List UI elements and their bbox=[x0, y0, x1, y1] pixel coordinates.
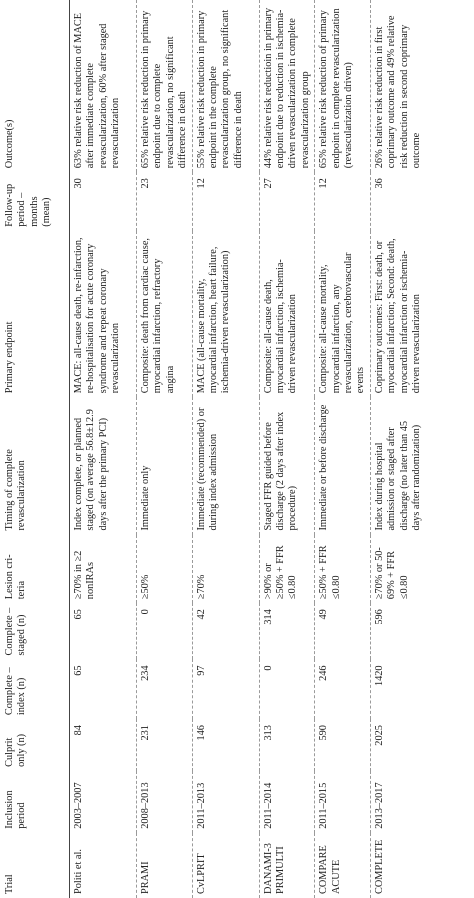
table-row bbox=[192, 0, 259, 898]
cell-complete-staged: 65 bbox=[73, 609, 84, 620]
cell-inclusion-period: 2011–2014 bbox=[262, 782, 274, 829]
cell-lesion-criteria: ≥50% bbox=[140, 574, 151, 600]
cell-trial: CvLPRIT bbox=[195, 853, 207, 894]
cell-complete-index: 65 bbox=[73, 665, 84, 676]
header-trial: Trial bbox=[4, 874, 15, 894]
table-row bbox=[70, 0, 137, 898]
cell-inclusion-period: 2013–2017 bbox=[373, 782, 385, 829]
cell-outcomes: 65% relative risk reduction in primary endpoint due to complete revascularization, no significant difference in death bbox=[140, 10, 189, 169]
cell-complete-index: 234 bbox=[140, 665, 151, 681]
cell-primary-endpoint: Composite: all-cause mortality, myocardial infarction, any revascularization, cerebrovascular events bbox=[318, 252, 367, 394]
cell-primary-endpoint: MACE (all-cause mortality, myocardial infarction, heart failure, ischemia-driven revascularization) bbox=[195, 246, 232, 394]
table-row bbox=[315, 0, 371, 898]
cell-lesion-criteria: ≥70% in ≥2 nonIRAs bbox=[73, 550, 97, 600]
cell-outcomes: 55% relative risk reduction in primary endpoint in the complete revascularization group, no significant difference in death bbox=[195, 9, 244, 169]
cell-primary-endpoint: Composite: all-cause death, myocardial infarction, ischemia-driven revascularization bbox=[262, 259, 299, 394]
cell-timing: Index during hospital admission or staged after discharge (no later than 45 days after randomization) bbox=[373, 420, 423, 531]
cell-primary-endpoint: Composite: death from cardiac cause, myocardial infarction, refractory angina bbox=[140, 238, 176, 394]
cell-complete-index: 246 bbox=[318, 665, 330, 681]
cell-lesion-criteria: >90% or ≥50% + FFR ≤0.80 bbox=[262, 545, 299, 600]
cell-outcomes: 65% relative risk reduction of primary endpoint in complete revascularization (revascularization driven) bbox=[318, 8, 355, 169]
table-row bbox=[259, 0, 315, 898]
cell-complete-staged: 596 bbox=[373, 609, 385, 625]
table-row bbox=[137, 0, 193, 898]
cell-timing: Immediate (recommended) or during index admission bbox=[195, 407, 220, 531]
cell-culprit-only: 590 bbox=[318, 725, 330, 741]
cell-complete-staged: 42 bbox=[195, 609, 207, 620]
cell-lesion-criteria: ≥70% bbox=[195, 574, 207, 600]
cell-follow-up: 27 bbox=[262, 178, 274, 189]
cell-trial: DANAMI-3 PRIMULTI bbox=[262, 843, 287, 894]
cell-follow-up: 12 bbox=[318, 178, 330, 189]
header-lesion-criteria: Lesion cri-teria bbox=[4, 554, 28, 600]
header-complete-staged: Complete – staged (n) bbox=[4, 607, 28, 656]
cell-outcomes: 44% relative risk reductioin in primary endpoint due to reduction in ischemia-driven revascularization in complete revascularization group bbox=[262, 7, 311, 169]
header-timing: Timing of complete revascularization bbox=[4, 449, 28, 531]
cell-complete-staged: 49 bbox=[318, 609, 330, 620]
cell-timing: Index complete, or planned staged (on average 56.8±12.9 days after the primary PCI) bbox=[73, 409, 109, 531]
cell-timing: Immediate or before discharge bbox=[318, 404, 330, 531]
cell-culprit-only: 2025 bbox=[373, 725, 385, 746]
cell-culprit-only: 231 bbox=[140, 725, 151, 741]
header-culprit-only: Culprit only (n) bbox=[4, 733, 28, 767]
cell-complete-staged: 314 bbox=[262, 609, 274, 625]
cell-culprit-only: 146 bbox=[195, 725, 207, 741]
table-row bbox=[370, 0, 437, 898]
cell-follow-up: 30 bbox=[73, 178, 84, 189]
cell-complete-index: 0 bbox=[262, 665, 274, 671]
cell-outcomes: 26% relative risk reduction in first coprimary outcome and 49% relative risk reduction in second coprimary outcome bbox=[373, 15, 423, 169]
cell-trial: COMPARE ACUTE bbox=[318, 845, 342, 894]
cell-culprit-only: 313 bbox=[262, 725, 274, 741]
cell-timing: Immediate only bbox=[140, 465, 151, 531]
header-follow-up: Follow-up period – months (mean) bbox=[4, 183, 53, 227]
cell-outcomes: 63% relative risk reduction of MACE after immediate complete revascularization, 60% after staged revascularization bbox=[73, 12, 122, 169]
cell-primary-endpoint: MACE: all-cause death, re-infarction, re-hospitalisation for acute coronary syndrome and repeat coronary revascularization bbox=[73, 237, 122, 394]
header-inclusion-period: Inclusion period bbox=[4, 790, 28, 829]
cell-inclusion-period: 2011–2015 bbox=[318, 782, 330, 829]
cell-trial: PRAMI bbox=[140, 861, 151, 894]
cell-culprit-only: 84 bbox=[73, 725, 84, 736]
cell-complete-index: 97 bbox=[195, 665, 207, 676]
header-complete-index: Complete – index (n) bbox=[4, 667, 28, 716]
cell-complete-index: 1420 bbox=[373, 665, 385, 687]
cell-follow-up: 12 bbox=[195, 178, 207, 189]
cell-complete-staged: 0 bbox=[140, 609, 151, 615]
cell-inclusion-period: 2011–2013 bbox=[195, 782, 207, 829]
cell-trial: COMPLETE bbox=[373, 839, 385, 894]
cell-inclusion-period: 2003–2007 bbox=[73, 782, 84, 829]
cell-lesion-criteria: ≥70% or 50-69% + FFR ≤0.80 bbox=[373, 547, 410, 600]
cell-follow-up: 36 bbox=[373, 178, 385, 189]
cell-trial: Politi et al. bbox=[73, 849, 84, 894]
cell-timing: Staged FFR guided before discharge (2 days after index procedure) bbox=[262, 411, 299, 531]
cell-follow-up: 23 bbox=[140, 178, 151, 189]
header-outcomes: Outcome(s) bbox=[4, 119, 15, 169]
table-header-row bbox=[0, 0, 70, 898]
cell-primary-endpoint: Coprimary outcomes: First: death, or myocardial infarction; Second: death, myocardial infarction or ischemia-driven revascularization bbox=[373, 238, 423, 394]
cell-lesion-criteria: ≥50% + FFR ≤0.80 bbox=[318, 545, 342, 600]
header-primary-endpoint: Primary endpoint bbox=[4, 321, 15, 394]
cell-inclusion-period: 2008–2013 bbox=[140, 782, 151, 829]
